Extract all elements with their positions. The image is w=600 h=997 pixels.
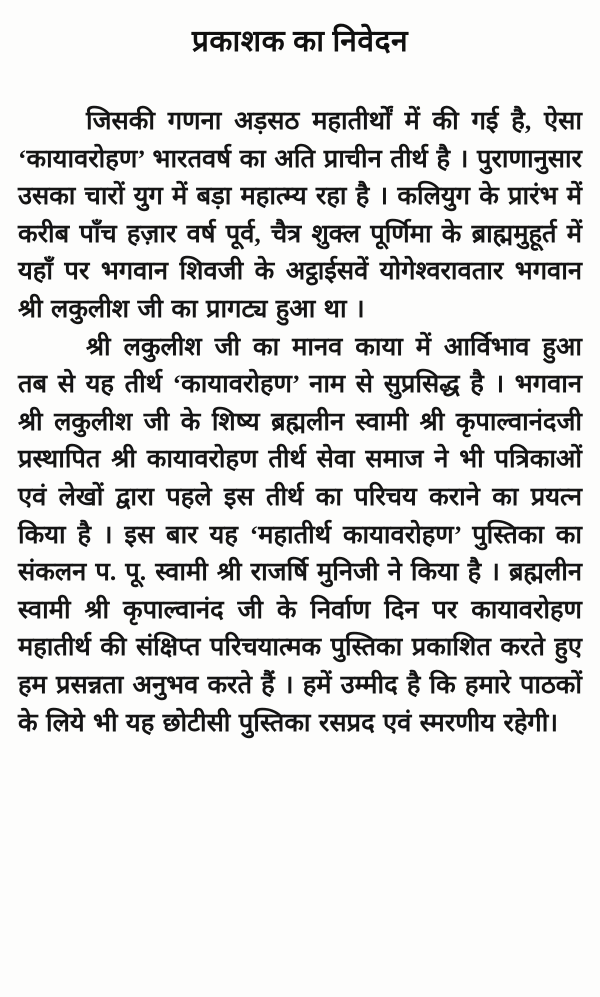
paragraph: श्री लकुलीश जी का मानव काया में आर्विभाव हुआ तब से यह तीर्थ ‘कायावरोहण’ नाम से सुप्रसिद्ध है । भगवान श्री लकुलीश जी के शिष्य ब्रह्मलीन स्वामी श्री कृपाल्वानंदजी प्रस्थापित श्री कायावरोहण तीर्थ सेवा समाज ने भी पत्रिकाओं एवं लेखों द्वारा पहले इस तीर्थ का परिचय कराने का प्रयत्न किया है । इस बार यह ‘महातीर्थ कायावरोहण’ पुस्तिका का संकलन प. पू. स्वामी श्री राजर्षि मुनिजी ने किया है । ब्रह्मलीन स्वामी श्री कृपाल्वानंद जी के निर्वाण दिन पर कायावरोहण महातीर्थ की संक्षिप्त परिचयात्मक पुस्तिका प्रकाशित करते हुए हम प्रसन्नता अनुभव करते हैं । हमें उम्मीद है कि हमारे पाठकों के लिये भी यह छोटीसी पुस्तिका रसप्रद एवं स्मरणीय रहेगी। — [18, 331, 582, 737]
page-title: प्रकाशक का निवेदन — [191, 25, 409, 58]
paragraph: जिसकी गणना अड़सठ महातीर्थों में की गई है, ऐसा ‘कायावरोहण’ भारतवर्ष का अति प्राचीन तीर्थ है । पुराणानुसार उसका चारों युग में बड़ा महात्म्य रहा है । कलियुग के प्रारंभ में करीब पाँच हज़ार वर्ष पूर्व, चैत्र शुक्ल पूर्णिमा के ब्राह्ममुहूर्त में यहाँ पर भगवान शिवजी के अट्ठाईसवें योगेश्वरावतार भगवान श्री लकुलीश जी का प्रागट्य हुआ था । — [18, 106, 582, 323]
page-body — [18, 102, 582, 741]
book-page — [0, 24, 600, 997]
